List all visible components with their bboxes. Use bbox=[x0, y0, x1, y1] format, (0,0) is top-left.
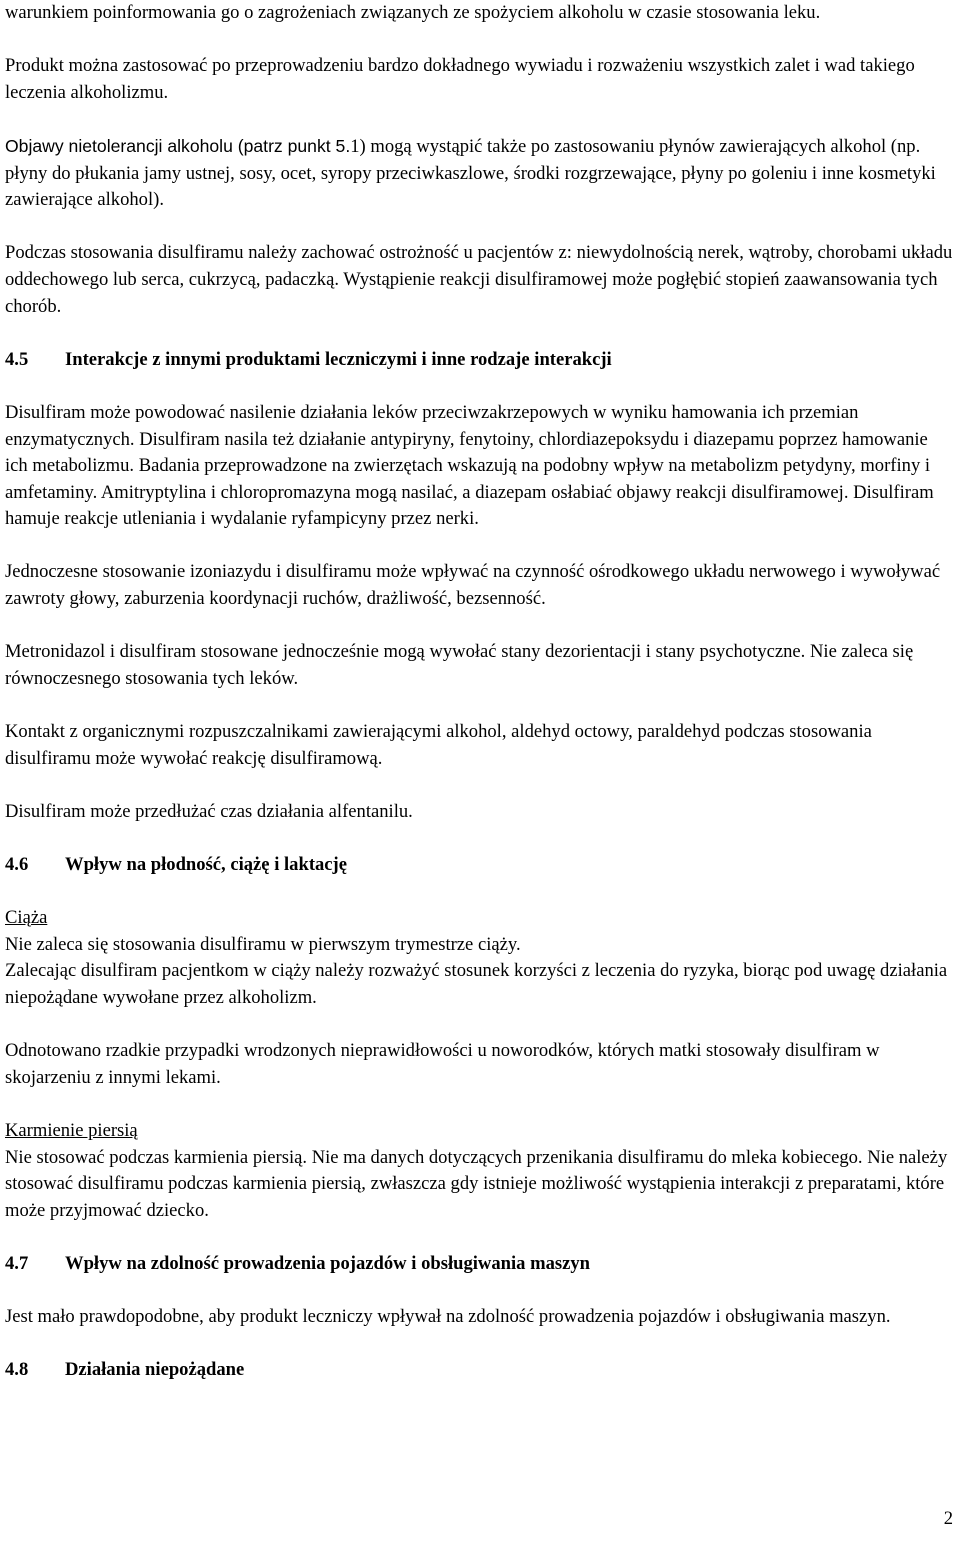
section-title: Działania niepożądane bbox=[65, 1359, 245, 1381]
paragraph-driving: Jest mało prawdopodobne, aby produkt leczniczy wpływał na zdolność prowadzenia pojazdów i obsługiwania maszyn. bbox=[5, 1306, 891, 1328]
paragraph-intolerance-symptoms bbox=[5, 133, 955, 214]
paragraph-alcohol-warning: warunkiem poinformowania go o zagrożeniach związanych ze spożyciem alkoholu w czasie stosowania leku. bbox=[5, 2, 821, 23]
section-title: Wpływ na zdolność prowadzenia pojazdów i obsługiwania maszyn bbox=[65, 1252, 591, 1274]
paragraph-interactions: Disulfiram może powodować nasilenie działania leków przeciwzakrzepowych w wyniku hamowania ich przemian enzymatycznych. Disulfiram nasila też działanie antypiryny, fenytoiny, chlordiazepoksydu i diazepamu poprzez hamowanie ich metabolizmu. Badania przeprowadzone na zwierzętach wskazują na podobny wpływ na metabolizm petydyny, morfiny i amfetaminy. Amitryptylina i chloropromazyna mogą nasilać, a diazepam osłabiać objawy reakcji disulfiramowej. Disulfiram hamuje reakcje utleniania i wydalanie ryfampicyny przez nerki. bbox=[5, 401, 934, 530]
page-number: 2 bbox=[943, 1508, 953, 1529]
section-heading-4-5 bbox=[5, 347, 955, 374]
paragraph-alfentanil: Disulfiram może przedłużać czas działania alfentanilu. bbox=[5, 800, 413, 822]
section-number: 4.6 bbox=[5, 854, 29, 875]
paragraph-isoniazid: Jednoczesne stosowanie izoniazydu i disulfiramu może wpływać na czynność ośrodkowego układu nerwowego i wywoływać zawroty głowy, zaburzenia koordynacji ruchów, drażliwość, bezsenność. bbox=[5, 561, 941, 610]
paragraph-pregnancy-risk: Zalecając disulfiram pacjentkom w ciąży należy rozważyć stosunek korzyści z leczenia do ryzyka, biorąc pod uwagę działania niepożądane wywołane przez alkoholizm. bbox=[5, 960, 948, 1008]
paragraph-pregnancy-first-trimester: Nie zaleca się stosowania disulfiramu w pierwszym trymestrze ciąży. bbox=[5, 933, 521, 955]
paragraph-caution-patients: Podczas stosowania disulfiramu należy zachować ostrożność u pacjentów z: niewydolnością nerek, wątroby, chorobami układu oddechowego lub serca, cukrzycą, padaczką. Wystąpienie reakcji disulfiramowej może pogłębić stopień zaawansowania tych chorób. bbox=[5, 242, 953, 317]
section-heading-4-8 bbox=[5, 1357, 955, 1384]
paragraph-anamnesis: Produkt można zastosować po przeprowadzeniu bardzo dokładnego wywiadu i rozważeniu wszystkich zalet i wad takiego leczenia alkoholizmu. bbox=[5, 55, 915, 103]
section-heading-4-7 bbox=[5, 1251, 955, 1278]
section-number: 4.7 bbox=[5, 1252, 29, 1274]
document-page bbox=[5, 0, 955, 1410]
section-title: Wpływ na płodność, ciążę i laktację bbox=[65, 854, 348, 875]
intolerance-lead-text: Objawy nietolerancji alkoholu (patrz punkt 5. bbox=[5, 135, 351, 156]
paragraph-metronidazole: Metronidazol i disulfiram stosowane jednocześnie mogą wywołać stany dezorientacji i stany psychotyczne. Nie zaleca się równoczesnego stosowania tych leków. bbox=[5, 641, 914, 689]
section-heading-4-6 bbox=[5, 852, 955, 879]
subheading-pregnancy: Ciąża bbox=[5, 907, 48, 929]
section-title: Interakcje z innymi produktami leczniczymi i inne rodzaje interakcji bbox=[65, 348, 612, 370]
subheading-breastfeeding: Karmienie piersią bbox=[5, 1119, 138, 1141]
section-number: 4.5 bbox=[5, 348, 29, 370]
paragraph-solvents: Kontakt z organicznymi rozpuszczalnikami zawierającymi alkohol, aldehyd octowy, paraldehyd podczas stosowania disulfiramu może wywołać reakcję disulfiramową. bbox=[5, 721, 872, 769]
section-number: 4.8 bbox=[5, 1359, 29, 1381]
intolerance-body-text: 1) mogą wystąpić także po zastosowaniu płynów zawierających alkohol (np. płyny do płukania jamy ustnej, sosy, ocet, syropy przeciwkaszlowe, środki rozgrzewające, płyny po goleniu i inne kosmetyki zawierające alkohol). bbox=[5, 135, 936, 211]
paragraph-breastfeeding: Nie stosować podczas karmienia piersią. Nie ma danych dotyczących przenikania disulfiramu do mleka kobiecego. Nie należy stosować disulfiramu podczas karmienia piersią, zwłaszcza gdy istnieje możliwość wystąpienia interakcji z preparatami, które może przyjmować dziecko. bbox=[5, 1146, 948, 1221]
paragraph-congenital-abnormalities: Odnotowano rzadkie przypadki wrodzonych nieprawidłowości u noworodków, których matki stosowały disulfiram w skojarzeniu z innymi lekami. bbox=[5, 1040, 880, 1088]
